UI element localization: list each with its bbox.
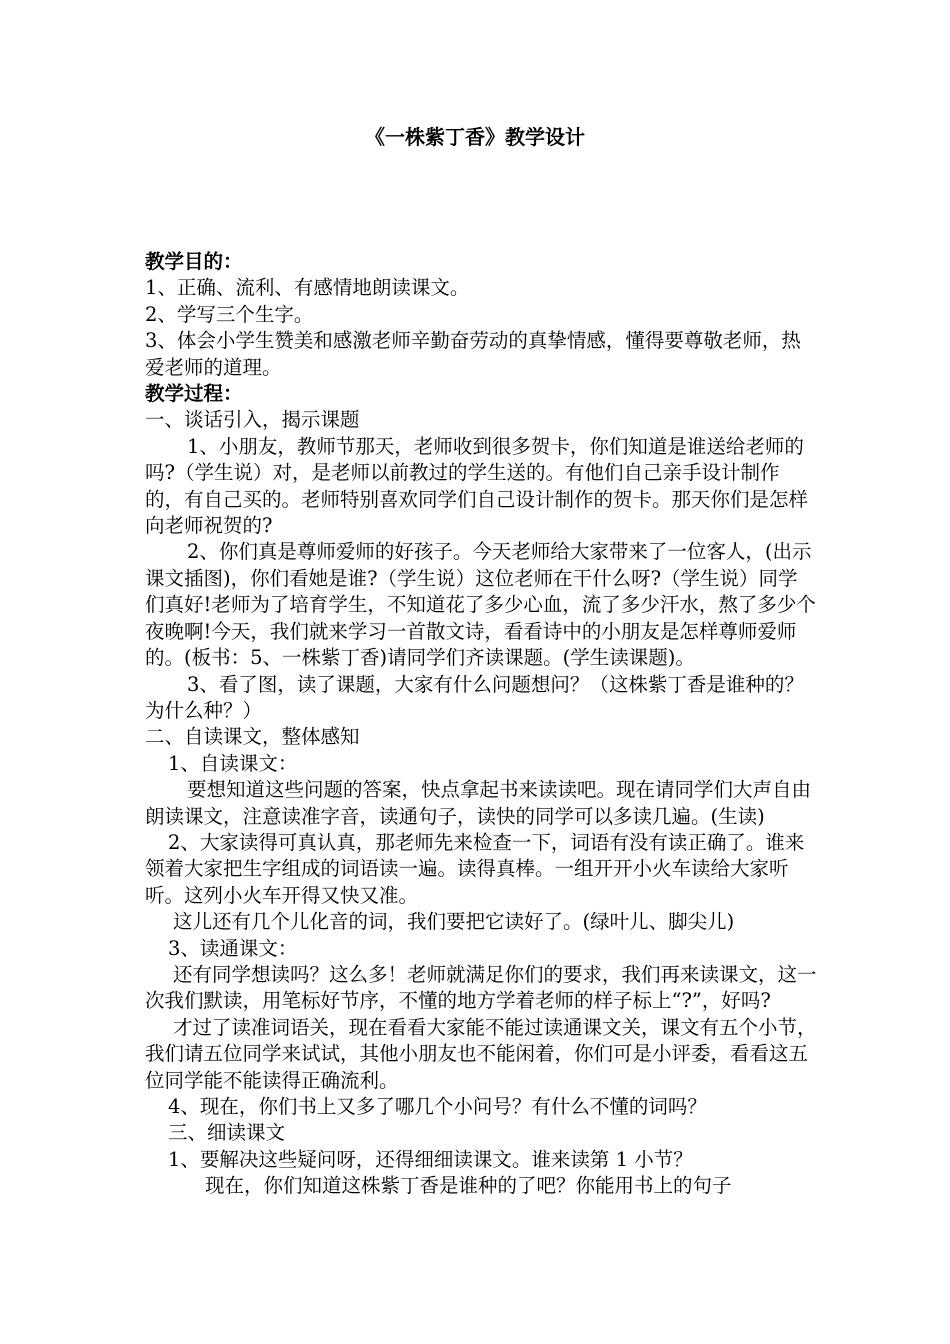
paragraph: 3、看了图，读了课题，大家有什么问题想问？（这株紫丁香是谁种的？为什么种？） bbox=[145, 672, 804, 722]
objectives-heading: 教学目的： bbox=[145, 250, 243, 273]
paragraph: 1、小朋友，教师节那天，老师收到很多贺卡，你们知道是谁送给老师的吗?（学生说）对，是老师以前教过的学生送的。有他们自己亲手设计制作的，有自己买的。老师特别喜欢同学们自己设计制作的贺卡。那天你们是怎样向老师祝贺的? bbox=[145, 434, 809, 538]
document-body bbox=[145, 249, 817, 1200]
section-heading: 二、自读课文，整体感知 bbox=[145, 725, 360, 749]
section-heading: 一、谈话引入，揭示课题 bbox=[145, 408, 360, 432]
section-heading: 三、细读课文 bbox=[168, 1121, 286, 1145]
paragraph: 1、要解决这些疑问呀，还得细细读课文。谁来读第 1 小节？ bbox=[168, 1147, 693, 1171]
paragraph: 4、现在，你们书上又多了哪几个小问号？有什么不懂的词吗？ bbox=[168, 1095, 707, 1118]
subheading: 1、自读课文： bbox=[168, 751, 298, 775]
paragraph: 2、你们真是尊师爱师的好孩子。今天老师给大家带来了一位客人，(出示课文插图)，你们看她是谁?（学生说）这位老师在干什么呀?（学生说）同学们真好!老师为了培育学生，不知道花了多少心血，流了多少汗水，熬了多少个夜晚啊!今天，我们就来学习一首散文诗，看看诗中的小朋友是怎样尊师爱师的。(板书：5、一株紫丁香)请同学们齐读课题。(学生读课题)。 bbox=[145, 540, 816, 670]
document-title: 《一株紫丁香》教学设计 bbox=[365, 125, 585, 149]
subheading: 3、读通课文： bbox=[168, 936, 298, 960]
process-heading: 教学过程： bbox=[145, 382, 243, 406]
paragraph: 这儿还有几个儿化音的词，我们要把它读好了。(绿叶儿、脚尖儿) bbox=[173, 910, 735, 934]
paragraph: 才过了读准词语关，现在看看大家能不能过读通课文关，课文有五个小节，我们请五位同学来试试，其他小朋友也不能闲着，你们可是小评委，看看这五位同学能不能读得正确流利。 bbox=[145, 1015, 817, 1092]
objective-item: 1、正确、流利、有感情地朗读课文。 bbox=[145, 276, 470, 300]
paragraph: 要想知道这些问题的答案，快点拿起书来读读吧。现在请同学们大声自由朗读课文，注意读准字音，读通句子，读快的同学可以多读几遍。(生读) bbox=[145, 778, 812, 828]
paragraph: 还有同学想读吗？这么多！老师就满足你们的要求，我们再来读课文，这一次我们默读，用笔标好节序，不懂的地方学着老师的样子标上“?”，好吗? bbox=[145, 962, 817, 1013]
objective-item: 3、体会小学生赞美和感激老师辛勤奋劳动的真挚情感，懂得要尊敬老师，热爱老师的道理。 bbox=[145, 329, 801, 379]
paragraph: 现在，你们知道这株紫丁香是谁种的了吧？你能用书上的句子 bbox=[205, 1174, 732, 1198]
paragraph: 2、大家读得可真认真，那老师先来检查一下，词语有没有读正确了。谁来领着大家把生字组成的词语读一遍。读得真棒。一组开开小火车读给大家听听。这列小火车开得又快又准。 bbox=[145, 830, 805, 907]
objective-item: 2、学写三个生字。 bbox=[145, 302, 314, 326]
